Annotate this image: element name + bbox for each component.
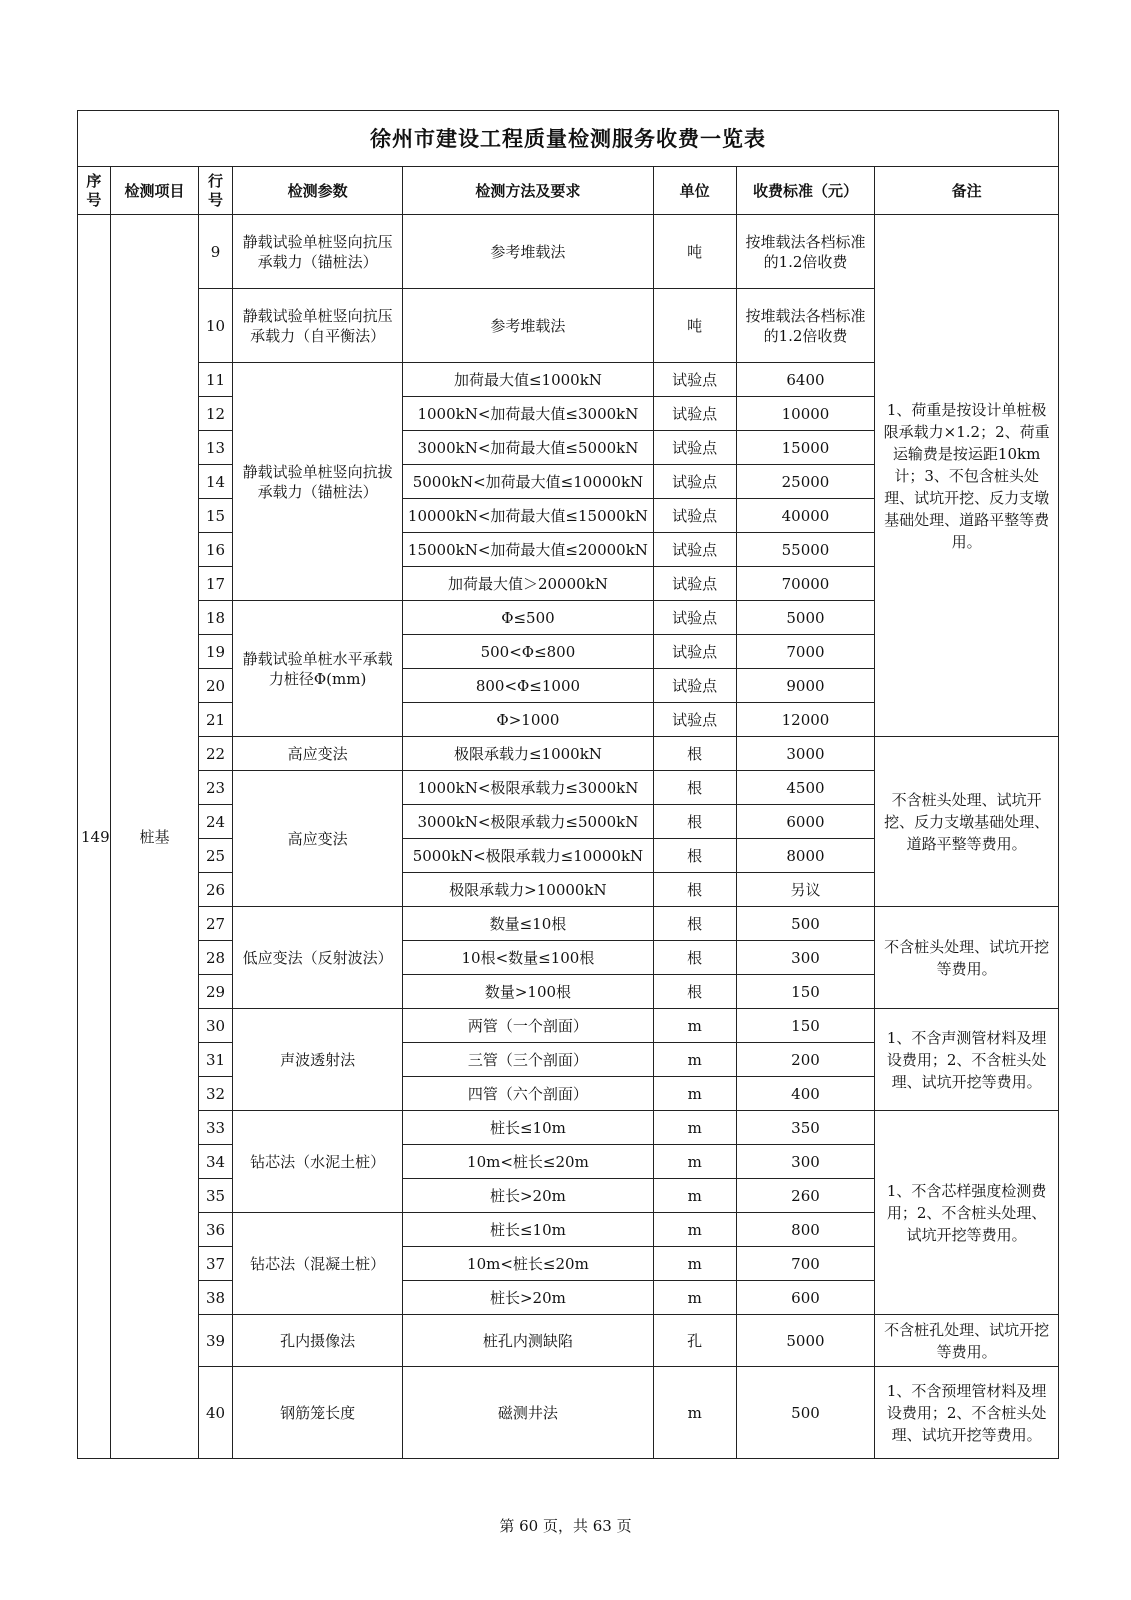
fee-table-sheet [77,110,1059,1459]
row-no: 24 [199,805,233,839]
row-no: 29 [199,975,233,1009]
method-cell: 5000kN<加荷最大值≤10000kN [403,465,653,499]
fee-cell: 5000 [736,1315,875,1367]
table-row [78,1009,1059,1043]
fee-cell: 300 [736,1145,875,1179]
table-row [78,737,1059,771]
header-seq: 序号 [78,167,111,215]
row-no: 13 [199,431,233,465]
unit-cell: m [653,1145,736,1179]
row-no: 26 [199,873,233,907]
method-cell: 3000kN<加荷最大值≤5000kN [403,431,653,465]
method-cell: 1000kN<极限承载力≤3000kN [403,771,653,805]
method-cell: 数量≤10根 [403,907,653,941]
method-cell: 极限承载力>10000kN [403,873,653,907]
fee-cell: 500 [736,1367,875,1459]
fee-cell: 350 [736,1111,875,1145]
row-no: 17 [199,567,233,601]
table-row [78,1315,1059,1367]
method-cell: 1000kN<加荷最大值≤3000kN [403,397,653,431]
row-no: 11 [199,363,233,397]
method-cell: 桩长>20m [403,1281,653,1315]
fee-cell: 200 [736,1043,875,1077]
unit-cell: 试验点 [653,499,736,533]
row-no: 37 [199,1247,233,1281]
method-cell: Φ>1000 [403,703,653,737]
note-cell: 1、荷重是按设计单桩极限承载力×1.2；2、荷重运输费是按运距10km计；3、不包含桩头处理、试坑开挖、反力支墩基础处理、道路平整等费用。 [875,215,1059,737]
fee-cell: 40000 [736,499,875,533]
method-cell: 10000kN<加荷最大值≤15000kN [403,499,653,533]
row-no: 35 [199,1179,233,1213]
method-cell: 500<Φ≤800 [403,635,653,669]
fee-cell: 4500 [736,771,875,805]
fee-cell: 6000 [736,805,875,839]
unit-cell: m [653,1043,736,1077]
header-unit: 单位 [653,167,736,215]
note-cell: 1、不含声测管材料及埋设费用；2、不含桩头处理、试坑开挖等费用。 [875,1009,1059,1111]
note-cell: 不含桩孔处理、试坑开挖等费用。 [875,1315,1059,1367]
method-cell: 15000kN<加荷最大值≤20000kN [403,533,653,567]
table-row [78,215,1059,289]
unit-cell: 试验点 [653,601,736,635]
param-cell: 静载试验单桩竖向抗压承载力（自平衡法） [232,289,402,363]
row-no: 18 [199,601,233,635]
fee-cell: 按堆载法各档标准的1.2倍收费 [736,289,875,363]
row-no: 22 [199,737,233,771]
unit-cell: 根 [653,771,736,805]
method-cell: 桩长≤10m [403,1111,653,1145]
param-cell: 低应变法（反射波法） [232,907,402,1009]
row-no: 34 [199,1145,233,1179]
unit-cell: 根 [653,907,736,941]
method-cell: 5000kN<极限承载力≤10000kN [403,839,653,873]
row-no: 38 [199,1281,233,1315]
param-cell: 静载试验单桩竖向抗拔承载力（锚桩法） [232,363,402,601]
fee-cell: 9000 [736,669,875,703]
row-no: 25 [199,839,233,873]
unit-cell: m [653,1367,736,1459]
row-no: 10 [199,289,233,363]
fee-cell: 600 [736,1281,875,1315]
fee-cell: 500 [736,907,875,941]
fee-table [77,110,1059,1459]
unit-cell: 试验点 [653,635,736,669]
page-footer: 第 60 页，共 63 页 [499,1517,632,1535]
row-no: 9 [199,215,233,289]
fee-cell: 150 [736,975,875,1009]
row-no: 23 [199,771,233,805]
fee-cell: 3000 [736,737,875,771]
unit-cell: 试验点 [653,431,736,465]
row-no: 28 [199,941,233,975]
unit-cell: 试验点 [653,669,736,703]
method-cell: 参考堆载法 [403,215,653,289]
table-row [78,1111,1059,1145]
method-cell: 3000kN<极限承载力≤5000kN [403,805,653,839]
param-cell: 钢筋笼长度 [232,1367,402,1459]
row-no: 15 [199,499,233,533]
unit-cell: 吨 [653,289,736,363]
unit-cell: 试验点 [653,703,736,737]
fee-cell: 10000 [736,397,875,431]
method-cell: 桩长>20m [403,1179,653,1213]
item-cell: 桩基 [110,215,198,1459]
fee-cell: 12000 [736,703,875,737]
table-title: 徐州市建设工程质量检测服务收费一览表 [78,111,1059,167]
fee-cell: 70000 [736,567,875,601]
param-cell: 钻芯法（水泥土桩） [232,1111,402,1213]
unit-cell: m [653,1111,736,1145]
unit-cell: 根 [653,941,736,975]
row-no: 39 [199,1315,233,1367]
seq-cell: 149 [78,215,111,1459]
unit-cell: 吨 [653,215,736,289]
fee-cell: 6400 [736,363,875,397]
method-cell: 四管（六个剖面） [403,1077,653,1111]
method-cell: 桩长≤10m [403,1213,653,1247]
fee-cell: 25000 [736,465,875,499]
unit-cell: m [653,1179,736,1213]
unit-cell: 根 [653,737,736,771]
note-cell: 1、不含预埋管材料及埋设费用；2、不含桩头处理、试坑开挖等费用。 [875,1367,1059,1459]
fee-cell: 15000 [736,431,875,465]
method-cell: 两管（一个剖面） [403,1009,653,1043]
row-no: 20 [199,669,233,703]
fee-cell: 400 [736,1077,875,1111]
fee-cell: 8000 [736,839,875,873]
method-cell: 10m<桩长≤20m [403,1145,653,1179]
fee-cell: 260 [736,1179,875,1213]
unit-cell: 根 [653,873,736,907]
header-method: 检测方法及要求 [403,167,653,215]
method-cell: 10根<数量≤100根 [403,941,653,975]
note-cell: 1、不含芯样强度检测费用；2、不含桩头处理、试坑开挖等费用。 [875,1111,1059,1315]
table-row [78,907,1059,941]
unit-cell: m [653,1009,736,1043]
fee-cell: 5000 [736,601,875,635]
row-no: 33 [199,1111,233,1145]
header-param: 检测参数 [232,167,402,215]
method-cell: 数量>100根 [403,975,653,1009]
unit-cell: 根 [653,975,736,1009]
row-no: 36 [199,1213,233,1247]
fee-cell: 另议 [736,873,875,907]
row-no: 32 [199,1077,233,1111]
fee-cell: 300 [736,941,875,975]
method-cell: 三管（三个剖面） [403,1043,653,1077]
row-no: 19 [199,635,233,669]
unit-cell: 试验点 [653,363,736,397]
method-cell: Φ≤500 [403,601,653,635]
method-cell: 极限承载力≤1000kN [403,737,653,771]
row-no: 16 [199,533,233,567]
fee-cell: 55000 [736,533,875,567]
fee-cell: 800 [736,1213,875,1247]
row-no: 21 [199,703,233,737]
header-row-no: 行号 [199,167,233,215]
note-cell: 不含桩头处理、试坑开挖、反力支墩基础处理、道路平整等费用。 [875,737,1059,907]
header-row [78,167,1059,215]
note-cell: 不含桩头处理、试坑开挖等费用。 [875,907,1059,1009]
header-note: 备注 [875,167,1059,215]
param-cell: 高应变法 [232,737,402,771]
method-cell: 参考堆载法 [403,289,653,363]
row-no: 12 [199,397,233,431]
unit-cell: 根 [653,839,736,873]
unit-cell: 试验点 [653,397,736,431]
unit-cell: 孔 [653,1315,736,1367]
unit-cell: 试验点 [653,533,736,567]
unit-cell: 试验点 [653,567,736,601]
fee-cell: 7000 [736,635,875,669]
method-cell: 桩孔内测缺陷 [403,1315,653,1367]
unit-cell: 试验点 [653,465,736,499]
fee-cell: 按堆载法各档标准的1.2倍收费 [736,215,875,289]
param-cell: 高应变法 [232,771,402,907]
param-cell: 声波透射法 [232,1009,402,1111]
param-cell: 孔内摄像法 [232,1315,402,1367]
unit-cell: m [653,1281,736,1315]
param-cell: 静载试验单桩竖向抗压承载力（锚桩法） [232,215,402,289]
param-cell: 钻芯法（混凝土桩） [232,1213,402,1315]
fee-cell: 150 [736,1009,875,1043]
unit-cell: m [653,1213,736,1247]
table-row [78,1367,1059,1459]
method-cell: 加荷最大值＞20000kN [403,567,653,601]
unit-cell: 根 [653,805,736,839]
header-item: 检测项目 [110,167,198,215]
fee-cell: 700 [736,1247,875,1281]
param-cell: 静载试验单桩水平承载力桩径Φ(mm) [232,601,402,737]
method-cell: 磁测井法 [403,1367,653,1459]
row-no: 30 [199,1009,233,1043]
method-cell: 加荷最大值≤1000kN [403,363,653,397]
method-cell: 800<Φ≤1000 [403,669,653,703]
row-no: 14 [199,465,233,499]
row-no: 27 [199,907,233,941]
unit-cell: m [653,1247,736,1281]
method-cell: 10m<桩长≤20m [403,1247,653,1281]
header-fee: 收费标准（元） [736,167,875,215]
row-no: 40 [199,1367,233,1459]
row-no: 31 [199,1043,233,1077]
unit-cell: m [653,1077,736,1111]
